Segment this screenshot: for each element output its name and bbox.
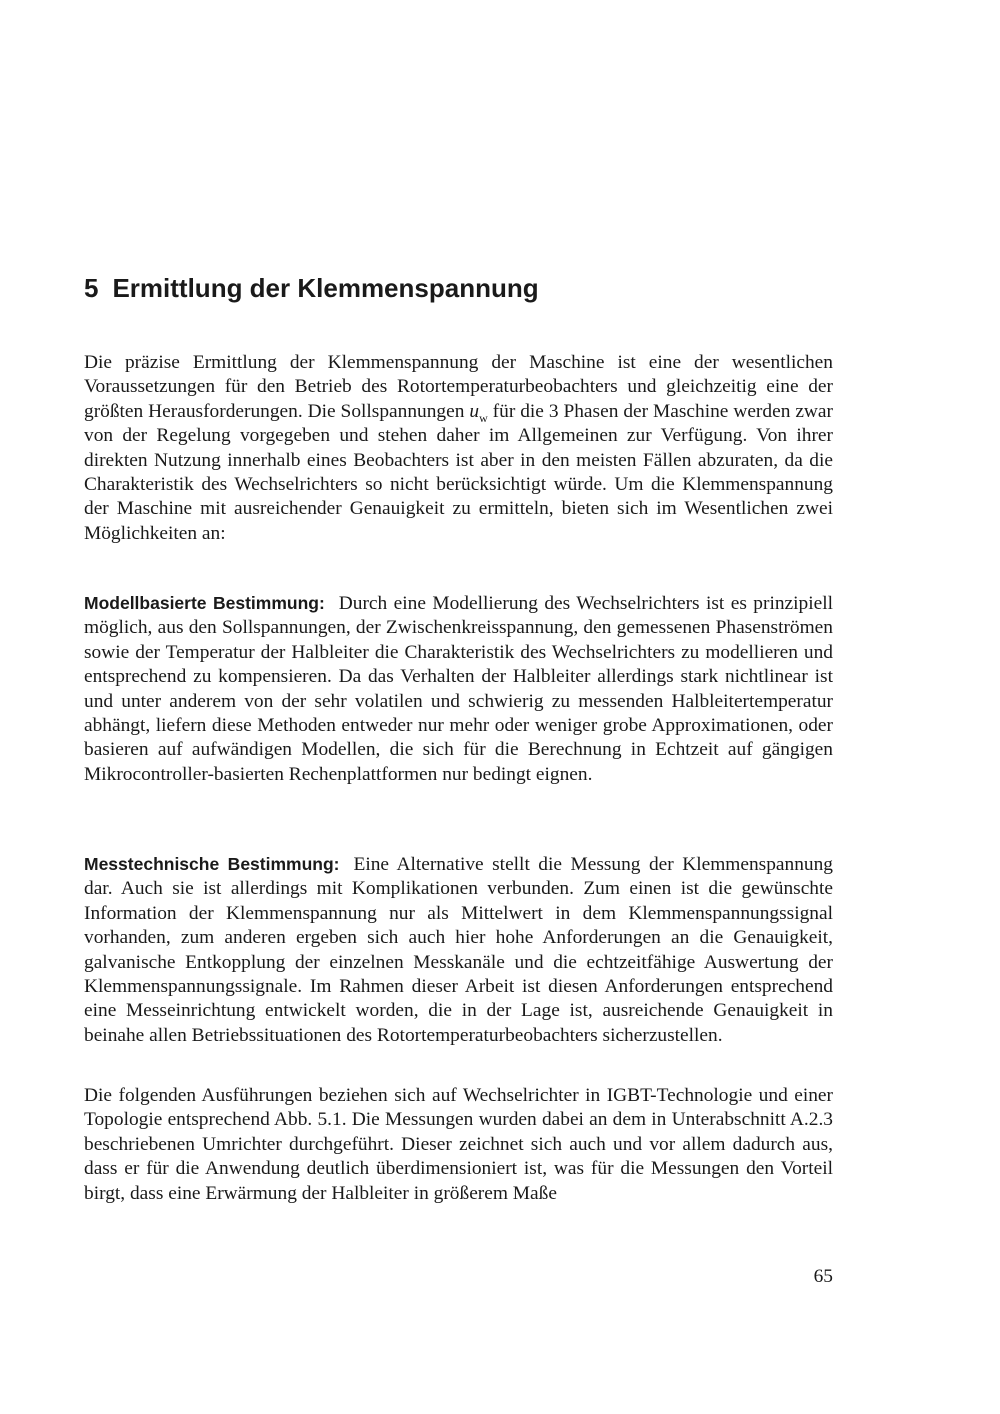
chapter-heading xyxy=(84,268,539,308)
measurement-heading: Messtechnische Bestimmung: xyxy=(84,854,340,874)
chapter-number: 5 xyxy=(84,273,99,303)
intro-text-after: für die 3 Phasen der Maschine werden zwar von der Regelung vorgegeben und stehen daher im Allgemeinen zur Verfügung. Von ihrer direkten Nutzung innerhalb eines Beobachters ist aber in den meisten Fällen abzuraten, da die Charakteristik des Wechselrichters so nicht berücksichtigt würde. Um die Klemmenspannung der Maschine mit ausreichender Genauigkeit zu ermitteln, bieten sich im Wesentlichen zwei Möglichkeiten an: xyxy=(84,400,833,544)
math-symbol-uw xyxy=(469,400,488,425)
model-based-paragraph xyxy=(84,591,833,787)
measurement-text: Eine Alternative stellt die Messung der Klemmenspannung dar. Auch sie ist allerdings mit Komplikationen verbunden. Zum einen ist die gewünschte Information der Klemmenspannung nur als Mittelwert in dem Klemmenspannungssignal vorhanden, zum anderen ergeben sich auch hier hohe Anforderungen an die Genauigkeit, galvanische Entkopplung der einzelnen Messkanäle und die echtzeitfähige Auswertung der Klemmenspannungssignale. Im Rahmen dieser Arbeit ist diesen Anforderungen entsprechend eine Messeinrichtung entwickelt worden, die in der Lage ist, ausreichende Genauigkeit in beinahe allen Betriebssituationen des Rotortemperaturbeobachters sicherzustellen. xyxy=(84,854,833,1046)
math-subscript: w xyxy=(479,410,488,425)
model-based-heading: Modellbasierte Bestimmung: xyxy=(84,593,325,613)
intro-paragraph xyxy=(84,351,833,546)
chapter-title: Ermittlung der Klemmenspannung xyxy=(112,273,539,303)
intro-text-before: Die präzise Ermittlung der Klemmenspannung der Maschine ist eine der wesentlichen Voraussetzungen für den Betrieb des Rotortemperaturbeobachters und gleichzeitig eine der größten Herausforderungen. Die Sollspannungen xyxy=(84,352,833,422)
model-based-text: Durch eine Modellierung des Wechselrichters ist es prinzipiell möglich, aus den Sollspannungen, der Zwischenkreisspannung, den gemessenen Phasenströmen sowie der Temperatur der Halbleiter die Charakteristik des Wechselrichters zu modellieren und entsprechend zu kompensieren. Da das Verhalten der Halbleiter allerdings stark nichtlinear ist und unter anderem von der sehr volatilen und schwierig zu messenden Halbleitertemperatur abhängt, liefern diese Methoden entweder nur mehr oder weniger grobe Approximationen, oder basieren auf aufwändigen Modellen, die sich für die Berechnung in Echtzeit auf gängigen Mikrocontroller-basierten Rechenplattformen nur bedingt eignen. xyxy=(84,593,833,785)
math-variable: u xyxy=(469,400,480,422)
page-number: 65 xyxy=(813,1266,833,1287)
measurement-paragraph xyxy=(84,852,833,1048)
following-paragraph: Die folgenden Ausführungen beziehen sich auf Wechselrichter in IGBT-Technologie und einer Topologie entsprechend Abb. 5.1. Die Messungen wurden dabei an dem in Unterabschnitt A.2.3 beschriebenen Umrichter durchgeführt. Dieser zeichnet sich auch und vor allem dadurch aus, dass er für die Anwendung deutlich überdimensioniert ist, was für die Messungen den Vorteil birgt, dass eine Erwärmung der Halbleiter in größerem Maße xyxy=(84,1085,833,1204)
